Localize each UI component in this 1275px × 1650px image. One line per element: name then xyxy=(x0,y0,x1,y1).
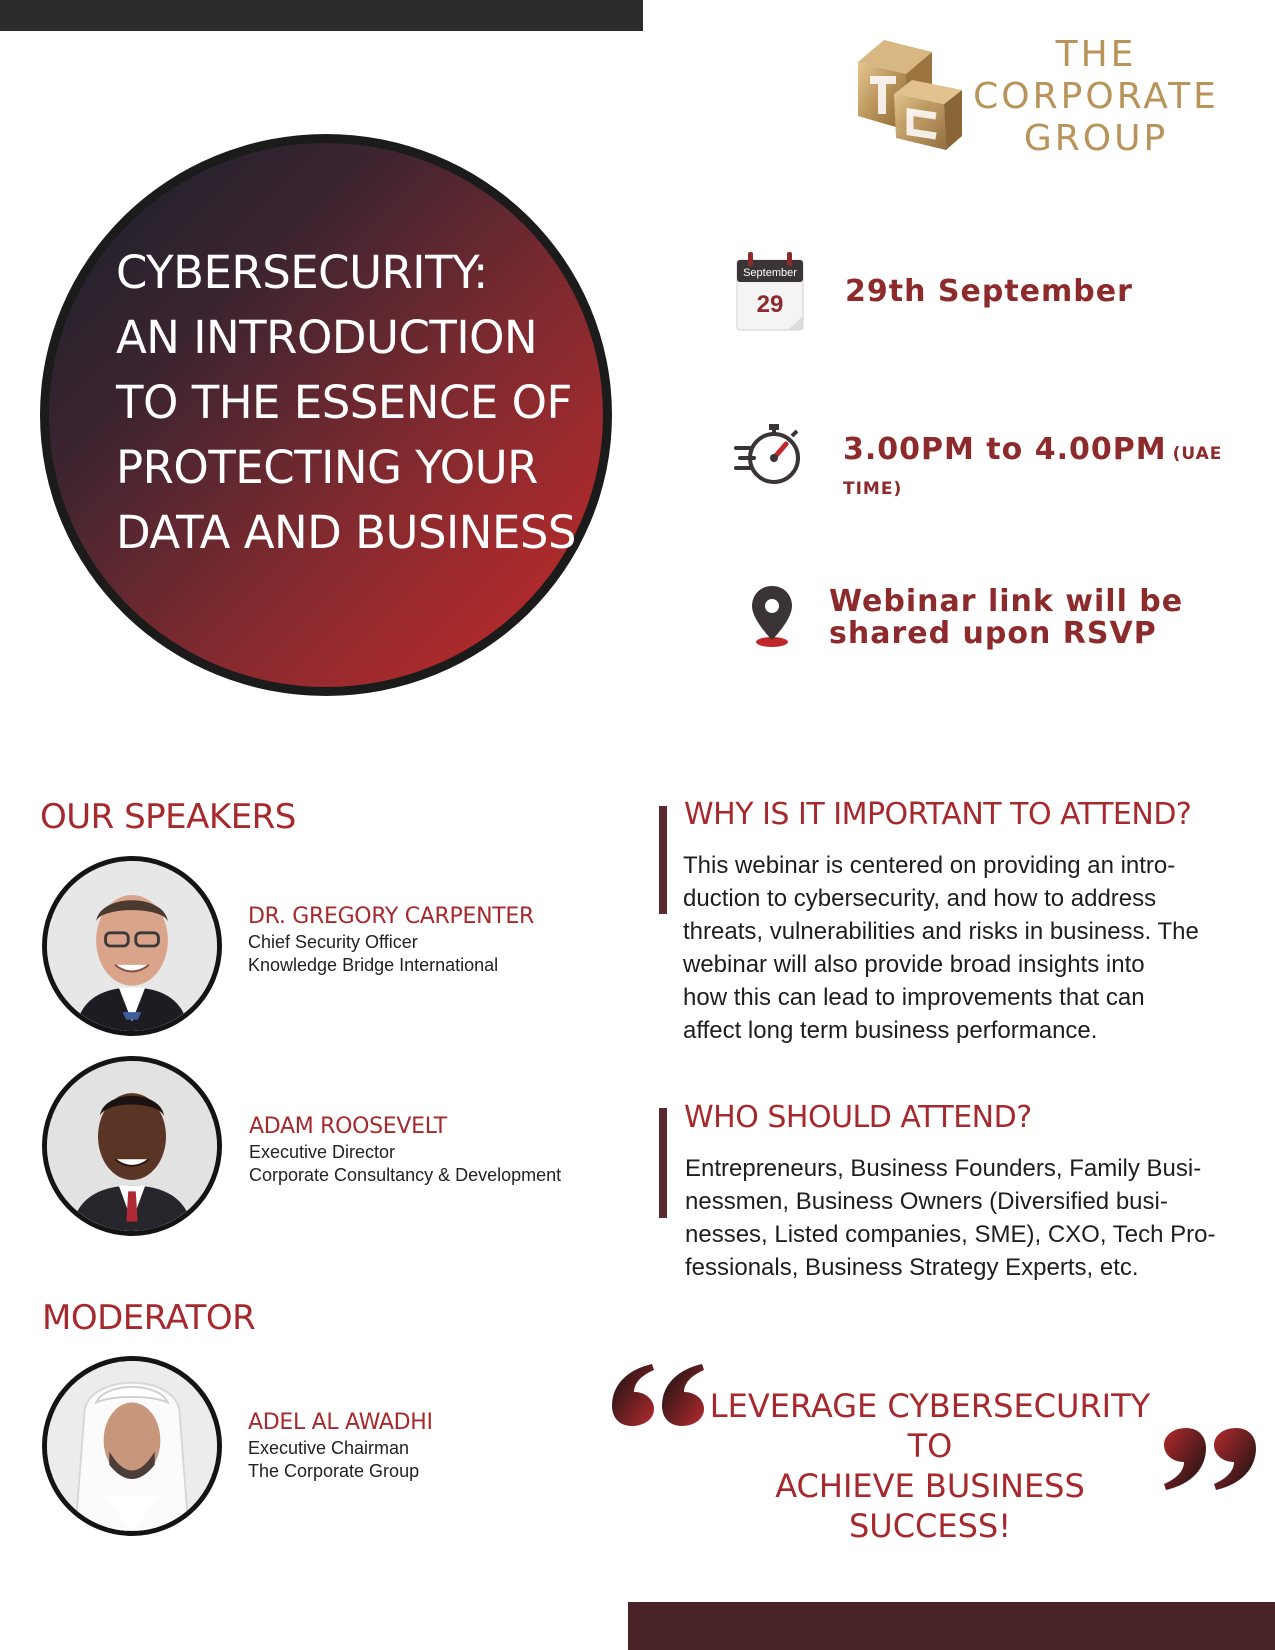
moderator-name: ADEL AL AWADHI xyxy=(248,1410,433,1435)
speaker-1-photo xyxy=(42,856,222,1036)
logo-line-3: GROUP xyxy=(1023,118,1169,159)
event-time-zone: (UAE TIME) xyxy=(843,444,1223,499)
event-location-line-1: Webinar link will be xyxy=(829,584,1184,619)
event-location xyxy=(829,586,1183,650)
hero-title-line: AN INTRODUCTION xyxy=(116,311,538,364)
moderator-title: Executive Chairman xyxy=(248,1438,410,1458)
speaker-2-title: Executive Director xyxy=(249,1142,396,1162)
speaker-1-name: DR. GREGORY CARPENTER xyxy=(248,904,534,929)
person-avatar-icon xyxy=(47,1361,217,1531)
who-line: Entrepreneurs, Business Founders, Family Busi- xyxy=(685,1155,1202,1182)
speaker-2-photo xyxy=(42,1056,222,1236)
who-heading: WHO SHOULD ATTEND? xyxy=(684,1100,1032,1135)
who-paragraph xyxy=(685,1152,1215,1284)
person-avatar-icon xyxy=(47,1061,217,1231)
person-avatar-icon xyxy=(47,861,217,1031)
tcg-cube-logo-icon xyxy=(836,34,966,160)
speaker-2-name: ADAM ROOSEVELT xyxy=(249,1114,447,1139)
who-line: nesses, Listed companies, SME), CXO, Tech Pro- xyxy=(685,1221,1216,1248)
open-quote-icon xyxy=(612,1362,706,1428)
why-line: This webinar is centered on providing an intro- xyxy=(683,852,1176,879)
who-accent-bar xyxy=(659,1108,667,1218)
hero-title-line: TO THE ESSENCE OF xyxy=(116,376,572,429)
calendar-icon xyxy=(734,250,808,334)
speaker-2 xyxy=(249,1114,561,1187)
why-accent-bar xyxy=(659,806,667,914)
close-quote-icon xyxy=(1164,1426,1258,1492)
hero-title-line: CYBERSECURITY: xyxy=(116,246,488,299)
logo-line-1: THE xyxy=(1055,34,1137,75)
event-time-range: 3.00PM to 4.00PM xyxy=(843,432,1167,467)
top-bar xyxy=(0,0,643,31)
hero-title-line: PROTECTING YOUR xyxy=(116,441,538,494)
quote-line-2: ACHIEVE BUSINESS SUCCESS! xyxy=(775,1467,1085,1545)
corporate-group-logo xyxy=(836,34,1236,164)
stopwatch-icon xyxy=(734,418,806,490)
why-line: affect long term business performance. xyxy=(683,1017,1098,1044)
hero-title xyxy=(116,240,586,565)
why-line: webinar will also provide broad insights into xyxy=(683,951,1145,978)
speakers-heading: OUR SPEAKERS xyxy=(40,797,296,837)
quote-text xyxy=(700,1386,1160,1546)
event-time xyxy=(843,432,1275,502)
speaker-1 xyxy=(248,904,534,977)
logo-text xyxy=(966,34,1226,160)
location-pin-icon xyxy=(748,584,796,648)
bottom-bar xyxy=(628,1602,1275,1650)
calendar-day: 29 xyxy=(756,291,784,318)
why-paragraph xyxy=(683,849,1199,1047)
moderator xyxy=(248,1410,433,1483)
why-line: duction to cybersecurity, and how to address xyxy=(683,885,1157,912)
hero-title-line: DATA AND BUSINESS xyxy=(116,506,577,559)
event-location-line-2: shared upon RSVP xyxy=(829,616,1157,651)
who-line: nessmen, Business Owners (Diversified busi- xyxy=(685,1188,1168,1215)
why-heading: WHY IS IT IMPORTANT TO ATTEND? xyxy=(684,797,1192,832)
logo-line-2: CORPORATE xyxy=(973,76,1219,117)
moderator-org: The Corporate Group xyxy=(248,1461,420,1481)
speaker-2-org: Corporate Consultancy & Development xyxy=(249,1165,562,1185)
moderator-photo xyxy=(42,1356,222,1536)
who-line: fessionals, Business Strategy Experts, etc. xyxy=(685,1254,1139,1281)
speaker-1-title: Chief Security Officer xyxy=(248,932,418,952)
calendar-month: September xyxy=(743,267,797,279)
speaker-1-org: Knowledge Bridge International xyxy=(248,955,499,975)
quote-line-1: LEVERAGE CYBERSECURITY TO xyxy=(709,1387,1151,1465)
why-line: threats, vulnerabilities and risks in business. The xyxy=(683,918,1199,945)
why-line: how this can lead to improvements that can xyxy=(683,984,1145,1011)
moderator-heading: MODERATOR xyxy=(42,1298,256,1338)
event-date: 29th September xyxy=(845,274,1133,309)
